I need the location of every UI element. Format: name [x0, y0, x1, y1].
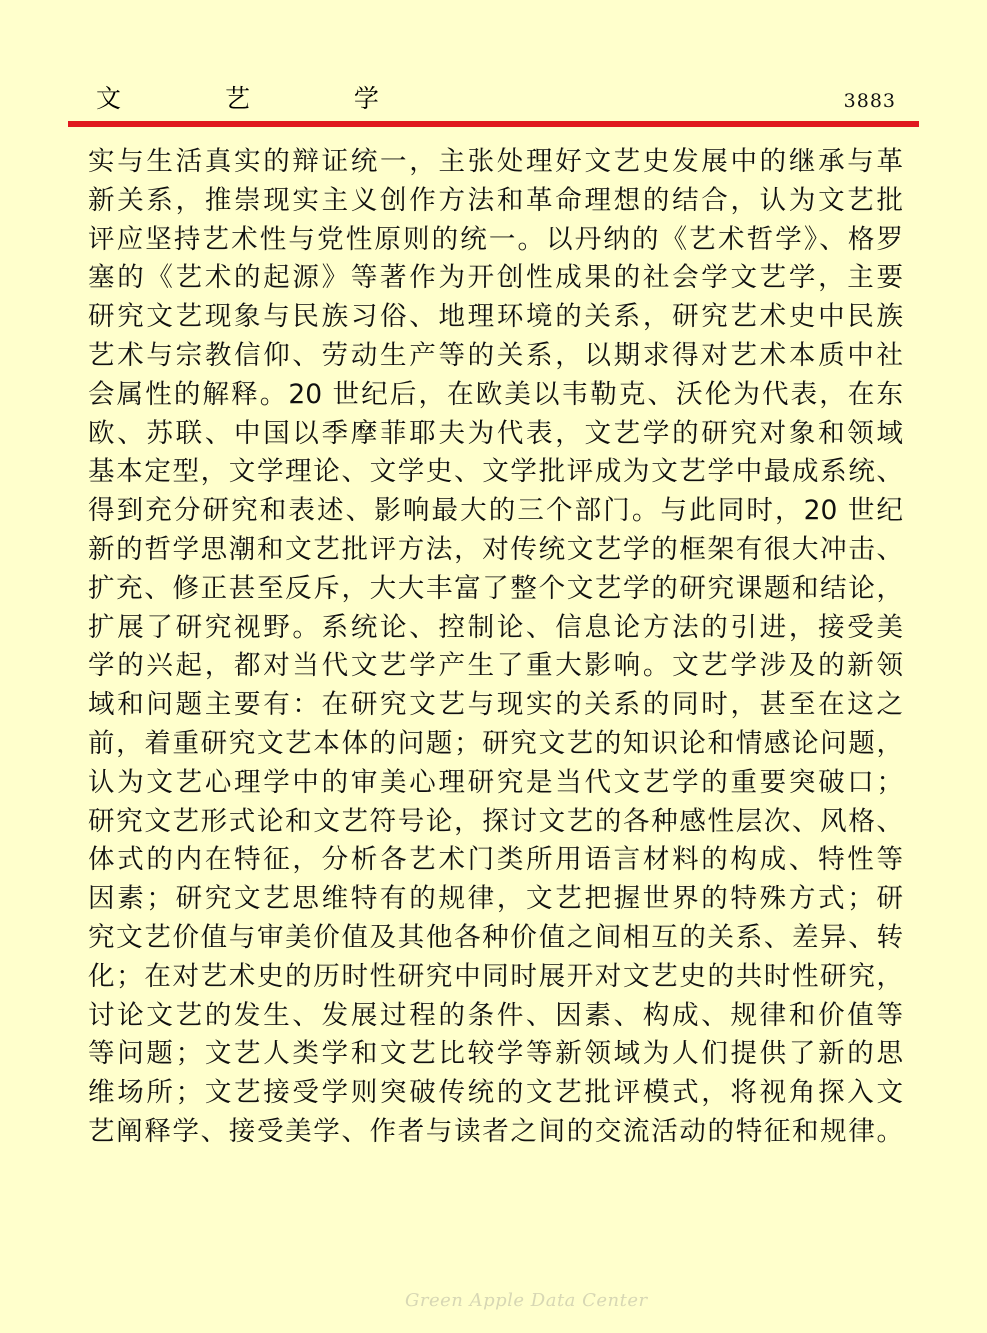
header-divider [68, 121, 919, 127]
text-line: 究文艺价值与审美价值及其他各种价值之间相互的关系、差异、转 [88, 921, 903, 953]
text-line: 域和问题主要有：在研究文艺与现实的关系的同时，甚至在这之 [88, 689, 903, 721]
text-line: 学的兴起，都对当代文艺学产生了重大影响。文艺学涉及的新领 [88, 650, 903, 682]
text-line: 研究文艺形式论和文艺符号论，探讨文艺的各种感性层次、风格、 [88, 805, 903, 837]
text-line: 扩充、修正甚至反斥，大大丰富了整个文艺学的研究课题和结论， [88, 572, 903, 604]
running-title: 文 艺 学 [96, 84, 427, 113]
text-line: 新的哲学思潮和文艺批评方法，对传统文艺学的框架有很大冲击、 [88, 533, 903, 565]
text-line: 塞的《艺术的起源》等著作为开创性成果的社会学文艺学，主要 [88, 262, 903, 294]
watermark: Green Apple Data Center [405, 1290, 648, 1311]
text-line: 得到充分研究和表述、影响最大的三个部门。与此同时，20 世纪 [88, 495, 903, 527]
text-line: 维场所；文艺接受学则突破传统的文艺批评模式，将视角探入文 [88, 1077, 903, 1109]
text-line: 认为文艺心理学中的审美心理研究是当代文艺学的重要突破口； [88, 766, 903, 798]
text-line: 新关系，推崇现实主义创作方法和革命理想的结合，认为文艺批 [88, 184, 903, 216]
text-line: 化；在对艺术史的历时性研究中同时展开对文艺史的共时性研究， [88, 960, 903, 992]
text-line: 会属性的解释。20 世纪后，在欧美以韦勒克、沃伦为代表，在东 [88, 378, 903, 410]
text-line: 基本定型，文学理论、文学史、文学批评成为文艺学中最成系统、 [88, 456, 903, 488]
text-line: 体式的内在特征，分析各艺术门类所用语言材料的构成、特性等 [88, 844, 903, 876]
text-line: 因素；研究文艺思维特有的规律，文艺把握世界的特殊方式；研 [88, 883, 903, 915]
text-line: 扩展了研究视野。系统论、控制论、信息论方法的引进，接受美 [88, 611, 903, 643]
text-line: 前，着重研究文艺本体的问题；研究文艺的知识论和情感论问题， [88, 727, 903, 759]
text-line: 艺术与宗教信仰、劳动生产等的关系，以期求得对艺术本质中社 [88, 339, 903, 371]
page-header [68, 78, 918, 120]
text-line: 艺阐释学、接受美学、作者与读者之间的交流活动的特征和规律。 [88, 1115, 903, 1147]
text-line: 讨论文艺的发生、发展过程的条件、因素、构成、规律和价值等 [88, 999, 903, 1031]
text-line: 研究文艺现象与民族习俗、地理环境的关系，研究艺术史中民族 [88, 301, 903, 333]
text-line: 实与生活真实的辩证统一，主张处理好文艺史发展中的继承与革 [88, 146, 903, 177]
text-line: 评应坚持艺术性与党性原则的统一。以丹纳的《艺术哲学》、格罗 [88, 223, 903, 255]
page-number: 3883 [843, 90, 896, 112]
body-text [88, 143, 903, 1152]
text-line: 等问题；文艺人类学和文艺比较学等新领域为人们提供了新的思 [88, 1038, 903, 1070]
text-line: 欧、苏联、中国以季摩菲耶夫为代表，文艺学的研究对象和领域 [88, 417, 903, 449]
